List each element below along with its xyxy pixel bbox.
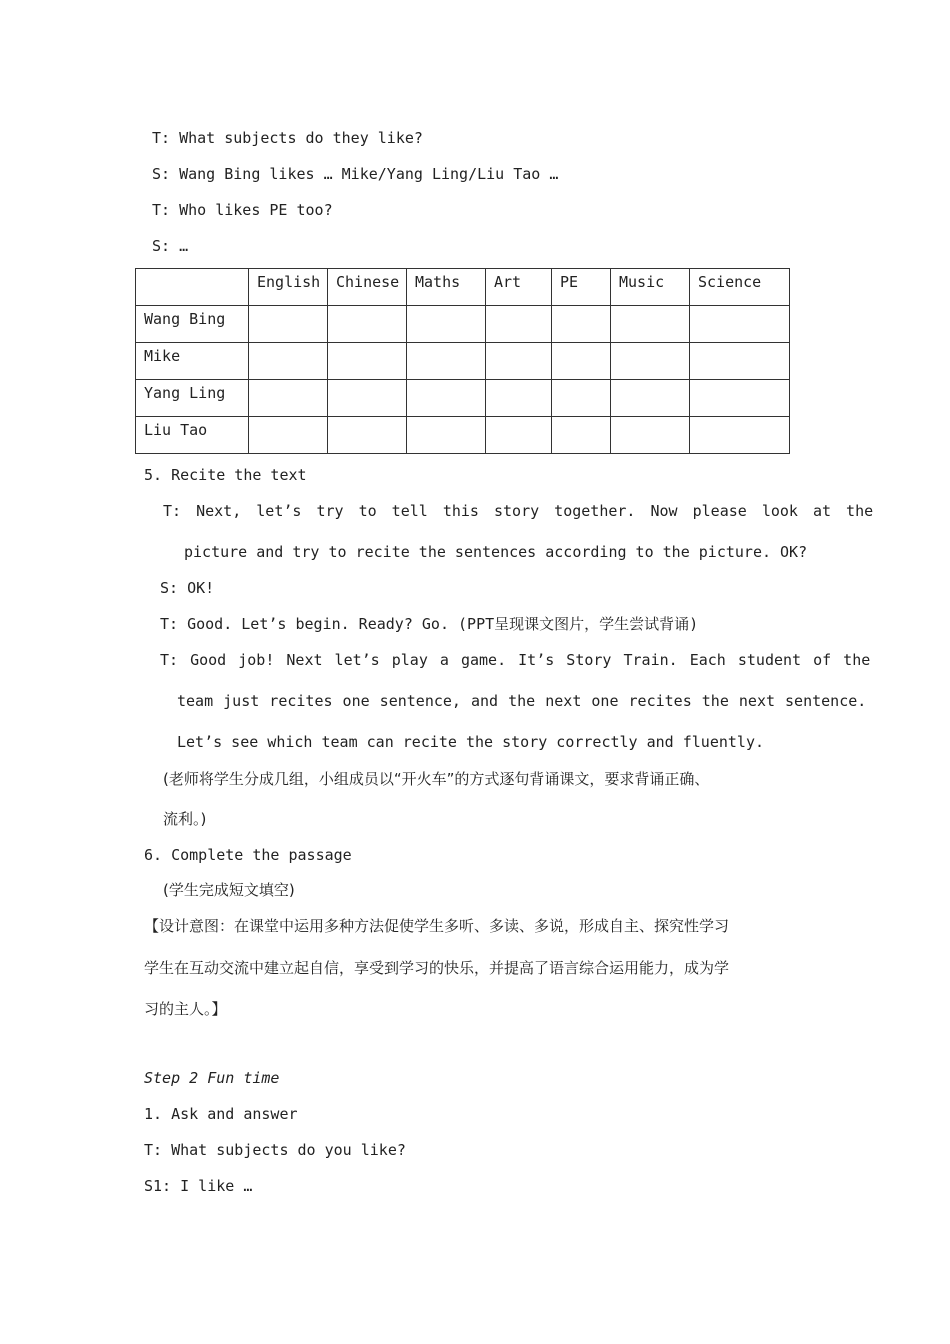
student-name-cell: Yang Ling [136,380,249,417]
paragraph-line: 流利。) [163,810,207,828]
table-cell [328,380,407,417]
table-cell [407,380,486,417]
section-heading: 5. Recite the text [144,466,307,484]
dialog-line: T: Who likes PE too? [152,201,333,219]
table-cell [611,380,690,417]
table-cell [690,343,790,380]
table-header-row [136,269,790,306]
paragraph-line: (学生完成短文填空) [163,881,295,899]
step-heading: Step 2 Fun time [144,1069,280,1087]
table-cell [611,417,690,454]
table-cell [486,343,552,380]
paragraph-line: picture and try to recite the sentences according to the picture. OK? [184,543,808,561]
paragraph-line: T: Next, let’s try to tell this story together. Now please look at the [163,502,874,520]
student-name-cell: Liu Tao [136,417,249,454]
table-cell [249,417,328,454]
table-header-cell: English [249,269,328,306]
table-header-cell: Maths [407,269,486,306]
table-cell [407,343,486,380]
dialog-line: T: What subjects do they like? [152,129,423,147]
subjects-table [135,268,790,454]
table-row [136,417,790,454]
dialog-line: S: Wang Bing likes … Mike/Yang Ling/Liu Tao … [152,165,559,183]
table-cell [552,380,611,417]
paragraph-line: S1: I like … [144,1177,253,1195]
student-name-cell: Mike [136,343,249,380]
section-heading: 6. Complete the passage [144,846,352,864]
paragraph-line: (老师将学生分成几组，小组成员以“开火车”的方式逐句背诵课文，要求背诵正确、 [163,770,710,788]
design-intent-line: 学生在互动交流中建立起自信，享受到学习的快乐，并提高了语言综合运用能力，成为学 [144,959,730,977]
table-header-cell [136,269,249,306]
table-cell [611,306,690,343]
student-name-cell: Wang Bing [136,306,249,343]
paragraph-line: Let’s see which team can recite the story correctly and fluently. [177,733,764,751]
table-row [136,380,790,417]
table-header-cell: Art [486,269,552,306]
table-cell [690,380,790,417]
design-intent-line: 习的主人。】 [144,1000,227,1018]
table-cell [486,380,552,417]
table-cell [611,343,690,380]
table-cell [690,306,790,343]
paragraph-line: T: Good job! Next let’s play a game. It’s Story Train. Each student of the [160,651,871,669]
table-cell [407,306,486,343]
table-cell [552,343,611,380]
paragraph-line: T: What subjects do you like? [144,1141,406,1159]
table-header-cell: Science [690,269,790,306]
table-cell [552,306,611,343]
table-cell [690,417,790,454]
table-cell [249,306,328,343]
paragraph-line: S: OK! [160,579,215,597]
table-row [136,343,790,380]
paragraph-line: team just recites one sentence, and the next one recites the next sentence. [177,692,867,710]
dialog-line: S: … [152,237,189,255]
design-intent-line: 【设计意图：在课堂中运用多种方法促使学生多听、多读、多说，形成自主、探究性学习 [144,917,730,935]
table-header-cell: Chinese [328,269,407,306]
paragraph-line: 1. Ask and answer [144,1105,298,1123]
table-cell [486,306,552,343]
table-cell [407,417,486,454]
table-header-cell: PE [552,269,611,306]
table-header-cell: Music [611,269,690,306]
table-cell [486,417,552,454]
table-cell [249,343,328,380]
table-cell [328,343,407,380]
table-cell [328,306,407,343]
table-cell [552,417,611,454]
table-cell [328,417,407,454]
table-row [136,306,790,343]
paragraph-line: T: Good. Let’s begin. Ready? Go. (PPT呈现课文图片，学生尝试背诵) [160,615,699,633]
table-cell [249,380,328,417]
